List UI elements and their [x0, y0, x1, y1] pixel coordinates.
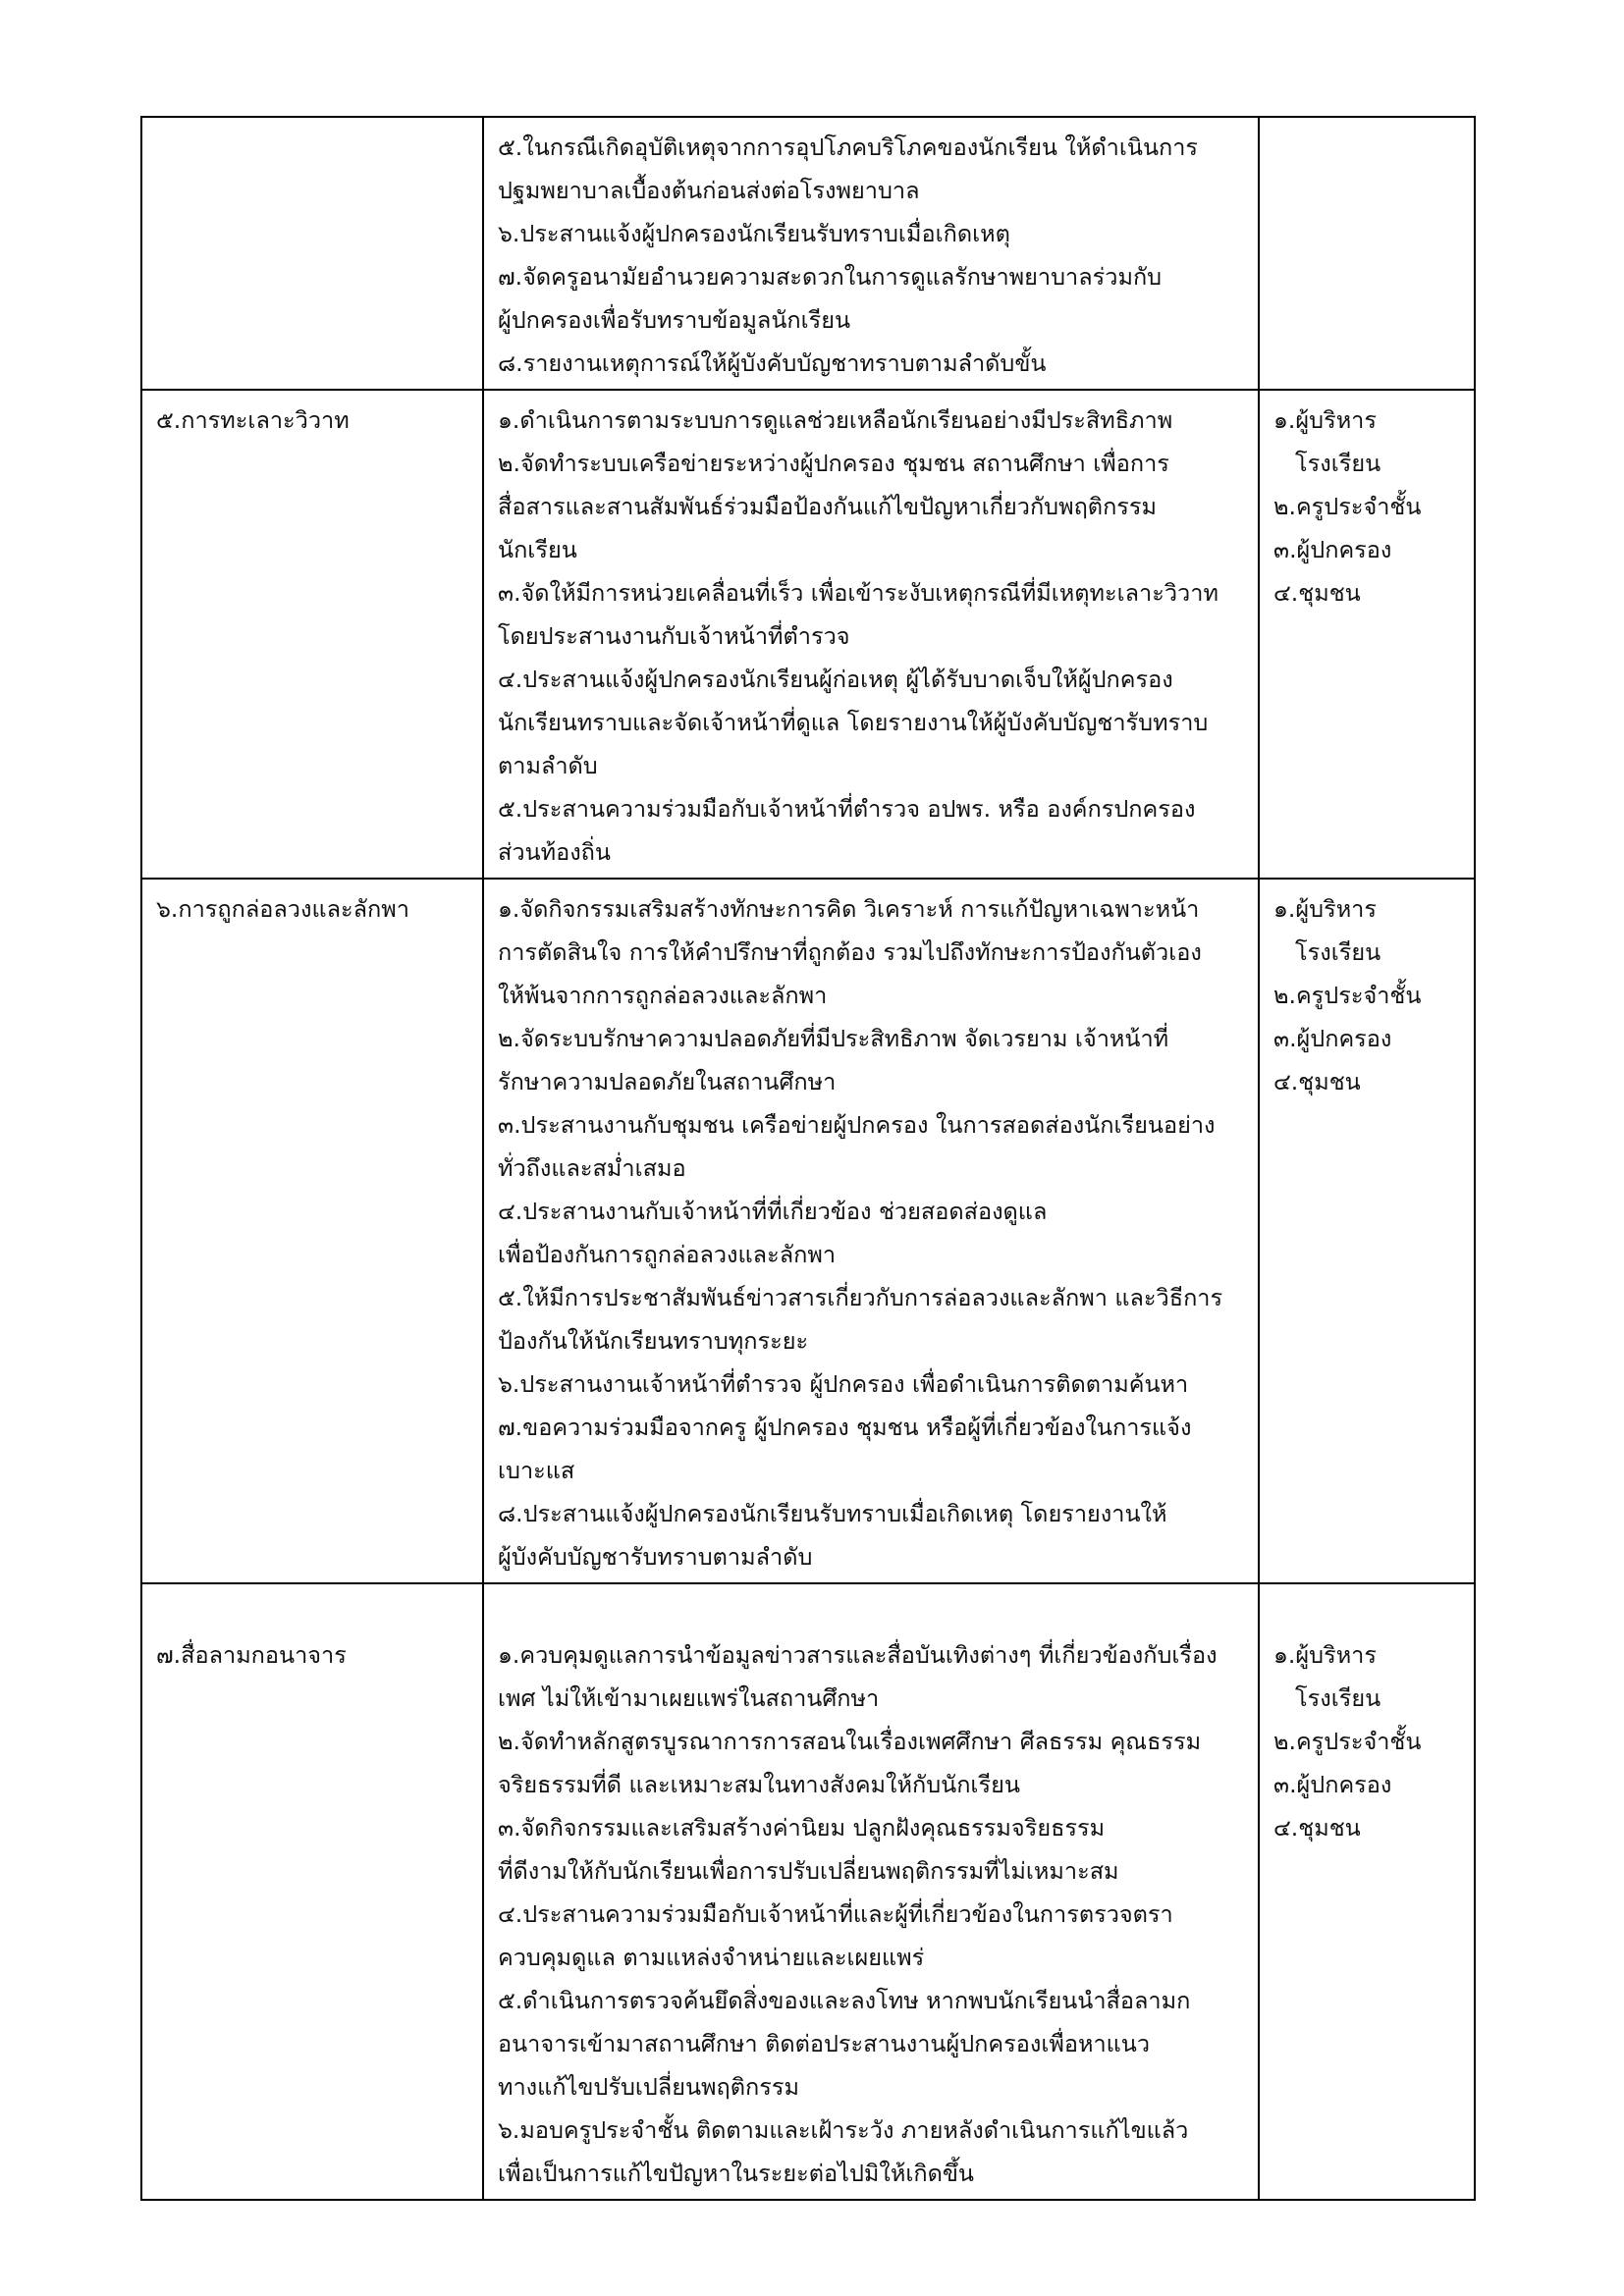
issue-title: ๕.การทะเลาะวิวาท — [156, 406, 350, 434]
measures-cell — [483, 879, 1259, 1583]
measure-line: รักษาความปลอดภัยในสถานศึกษา — [498, 1068, 837, 1095]
measure-line: ป้องกันให้นักเรียนทราบทุกระยะ — [498, 1327, 809, 1355]
responsible-party: ๒.ครูประจำชั้น — [1273, 493, 1422, 520]
responsible-party: โรงเรียน — [1295, 938, 1381, 966]
measure-line: ๓.ประสานงานกับชุมชน เครือข่ายผู้ปกครอง ในการสอดส่องนักเรียนอย่าง — [498, 1111, 1216, 1139]
measure-line: ๒.จัดระบบรักษาความปลอดภัยที่มีประสิทธิภาพ จัดเวรยาม เจ้าหน้าที่ — [498, 1025, 1169, 1052]
issue-title: ๗.สื่อลามกอนาจาร — [156, 1641, 347, 1669]
measure-line: ผู้ปกครองเพื่อรับทราบข้อมูลนักเรียน — [498, 306, 851, 334]
issue-cell — [141, 1583, 483, 2200]
responsible-party: ๑.ผู้บริหาร — [1273, 1641, 1378, 1669]
measure-line: ควบคุมดูแล ตามแหล่งจำหน่ายและเผยแพร่ — [498, 1944, 925, 1971]
responsible-cell — [1259, 117, 1475, 390]
measure-line: ๖.ประสานแจ้งผู้ปกครองนักเรียนรับทราบเมื่อเกิดเหตุ — [498, 220, 1010, 247]
measure-line: ส่วนท้องถิ่น — [498, 838, 611, 866]
measures-cell — [483, 390, 1259, 879]
measure-line: โดยประสานงานกับเจ้าหน้าที่ตำรวจ — [498, 622, 850, 650]
measure-line: นักเรียน — [498, 536, 577, 563]
table-body — [141, 117, 1475, 2200]
responsible-party: ๓.ผู้ปกครอง — [1273, 1025, 1392, 1052]
measure-line: ๗.ขอความร่วมมือจากครู ผู้ปกครอง ชุมชน หรือผู้ที่เกี่ยวข้องในการแจ้ง — [498, 1414, 1192, 1441]
measure-line: ๒.จัดทำหลักสูตรบูรณาการการสอนในเรื่องเพศศึกษา ศีลธรรม คุณธรรม — [498, 1728, 1202, 1755]
measure-line: ๒.จัดทำระบบเครือข่ายระหว่างผู้ปกครอง ชุมชน สถานศึกษา เพื่อการ — [498, 450, 1169, 477]
responsible-party: โรงเรียน — [1295, 1684, 1381, 1712]
measure-line: ตามลำดับ — [498, 752, 598, 779]
measure-line: ๕.ประสานความร่วมมือกับเจ้าหน้าที่ตำรวจ อปพร. หรือ องค์กรปกครอง — [498, 795, 1196, 823]
measures-cell — [483, 117, 1259, 390]
table-row — [141, 879, 1475, 1583]
responsible-party: โรงเรียน — [1295, 450, 1381, 477]
responsible-party: ๒.ครูประจำชั้น — [1273, 1728, 1422, 1755]
measure-line: ผู้บังคับบัญชารับทราบตามลำดับ — [498, 1543, 813, 1571]
responsible-party: ๔.ชุมชน — [1273, 1068, 1361, 1095]
risk-measures-table — [140, 116, 1476, 2201]
responsible-party: ๔.ชุมชน — [1273, 1814, 1361, 1842]
measure-line: ๑.ควบคุมดูแลการนำข้อมูลข่าวสารและสื่อบันเทิงต่างๆ ที่เกี่ยวข้องกับเรื่อง — [498, 1641, 1218, 1669]
issue-cell — [141, 879, 483, 1583]
measure-line: เพื่อป้องกันการถูกล่อลวงและลักพา — [498, 1241, 837, 1268]
measure-line: ให้พ้นจากการถูกล่อลวงและลักพา — [498, 982, 828, 1009]
responsible-party: ๒.ครูประจำชั้น — [1273, 982, 1422, 1009]
measures-cell — [483, 1583, 1259, 2200]
measure-line: ที่ดีงามให้กับนักเรียนเพื่อการปรับเปลี่ยนพฤติกรรมที่ไม่เหมาะสม — [498, 1857, 1119, 1885]
responsible-cell — [1259, 390, 1475, 879]
measure-line: จริยธรรมที่ดี และเหมาะสมในทางสังคมให้กับนักเรียน — [498, 1771, 1020, 1798]
measure-line: ๗.จัดครูอนามัยอำนวยความสะดวกในการดูแลรักษาพยาบาลร่วมกับ — [498, 263, 1163, 291]
measure-line: เบาะแส — [498, 1457, 575, 1484]
responsible-party: ๑.ผู้บริหาร — [1273, 895, 1378, 923]
measure-line: ๑.ดำเนินการตามระบบการดูแลช่วยเหลือนักเรียนอย่างมีประสิทธิภาพ — [498, 406, 1173, 434]
measure-line: ปฐมพยาบาลเบื้องต้นก่อนส่งต่อโรงพยาบาล — [498, 177, 920, 204]
measure-line: ๓.จัดให้มีการหน่วยเคลื่อนที่เร็ว เพื่อเข้าระงับเหตุกรณีที่มีเหตุทะเลาะวิวาท — [498, 579, 1218, 607]
table-row — [141, 117, 1475, 390]
table-row — [141, 390, 1475, 879]
measure-line: ๔.ประสานงานกับเจ้าหน้าที่ที่เกี่ยวข้อง ช่วยสอดส่องดูแล — [498, 1198, 1048, 1225]
measure-line: ๔.ประสานความร่วมมือกับเจ้าหน้าที่และผู้ที่เกี่ยวข้องในการตรวจตรา — [498, 1900, 1173, 1928]
responsible-party: ๑.ผู้บริหาร — [1273, 406, 1378, 434]
measure-line: ทั่วถึงและสม่ำเสมอ — [498, 1154, 686, 1182]
measure-line: ๕.ให้มีการประชาสัมพันธ์ข่าวสารเกี่ยวกับการล่อลวงและลักพา และวิธีการ — [498, 1284, 1223, 1311]
measure-line: นักเรียนทราบและจัดเจ้าหน้าที่ดูแล โดยรายงานให้ผู้บังคับบัญชารับทราบ — [498, 709, 1209, 736]
issue-cell — [141, 117, 483, 390]
measure-line: ๘.รายงานเหตุการณ์ให้ผู้บังคับบัญชาทราบตามลำดับขั้น — [498, 349, 1047, 377]
measure-line: ทางแก้ไขปรับเปลี่ยนพฤติกรรม — [498, 2073, 800, 2101]
measure-line: ๓.จัดกิจกรรมและเสริมสร้างค่านิยม ปลูกฝังคุณธรรมจริยธรรม — [498, 1814, 1106, 1842]
measure-line: อนาจารเข้ามาสถานศึกษา ติดต่อประสานงานผู้ปกครองเพื่อหาแนว — [498, 2030, 1151, 2057]
responsible-party: ๓.ผู้ปกครอง — [1273, 1771, 1392, 1798]
responsible-cell — [1259, 879, 1475, 1583]
measure-line: ๔.ประสานแจ้งผู้ปกครองนักเรียนผู้ก่อเหตุ ผู้ได้รับบาดเจ็บให้ผู้ปกครอง — [498, 666, 1173, 693]
measure-line: ๘.ประสานแจ้งผู้ปกครองนักเรียนรับทราบเมื่อเกิดเหตุ โดยรายงานให้ — [498, 1500, 1167, 1527]
measure-line: ๖.มอบครูประจำชั้น ติดตามและเฝ้าระวัง ภายหลังดำเนินการแก้ไขแล้ว — [498, 2116, 1189, 2144]
issue-title: ๖.การถูกล่อลวงและลักพา — [156, 895, 409, 923]
measure-line: ๖.ประสานงานเจ้าหน้าที่ตำรวจ ผู้ปกครอง เพื่อดำเนินการติดตามค้นหา — [498, 1370, 1189, 1398]
measure-line: ๕.ในกรณีเกิดอุบัติเหตุจากการอุปโภคบริโภคของนักเรียน ให้ดำเนินการ — [498, 133, 1199, 161]
responsible-party: ๔.ชุมชน — [1273, 579, 1361, 607]
measure-line: ๑.จัดกิจกรรมเสริมสร้างทักษะการคิด วิเคราะห์ การแก้ปัญหาเฉพาะหน้า — [498, 895, 1200, 923]
table-row — [141, 1583, 1475, 2200]
responsible-cell — [1259, 1583, 1475, 2200]
measure-line: การตัดสินใจ การให้คำปรึกษาที่ถูกต้อง รวมไปถึงทักษะการป้องกันตัวเอง — [498, 938, 1202, 966]
measure-line: ๕.ดำเนินการตรวจค้นยึดสิ่งของและลงโทษ หากพบนักเรียนนำสื่อลามก — [498, 1987, 1191, 2014]
measure-line: เพื่อเป็นการแก้ไขปัญหาในระยะต่อไปมิให้เกิดขึ้น — [498, 2160, 974, 2187]
measure-line: เพศ ไม่ให้เข้ามาเผยแพร่ในสถานศึกษา — [498, 1684, 880, 1712]
issue-cell — [141, 390, 483, 879]
responsible-party: ๓.ผู้ปกครอง — [1273, 536, 1392, 563]
measure-line: สื่อสารและสานสัมพันธ์ร่วมมือป้องกันแก้ไขปัญหาเกี่ยวกับพฤติกรรม — [498, 493, 1158, 520]
